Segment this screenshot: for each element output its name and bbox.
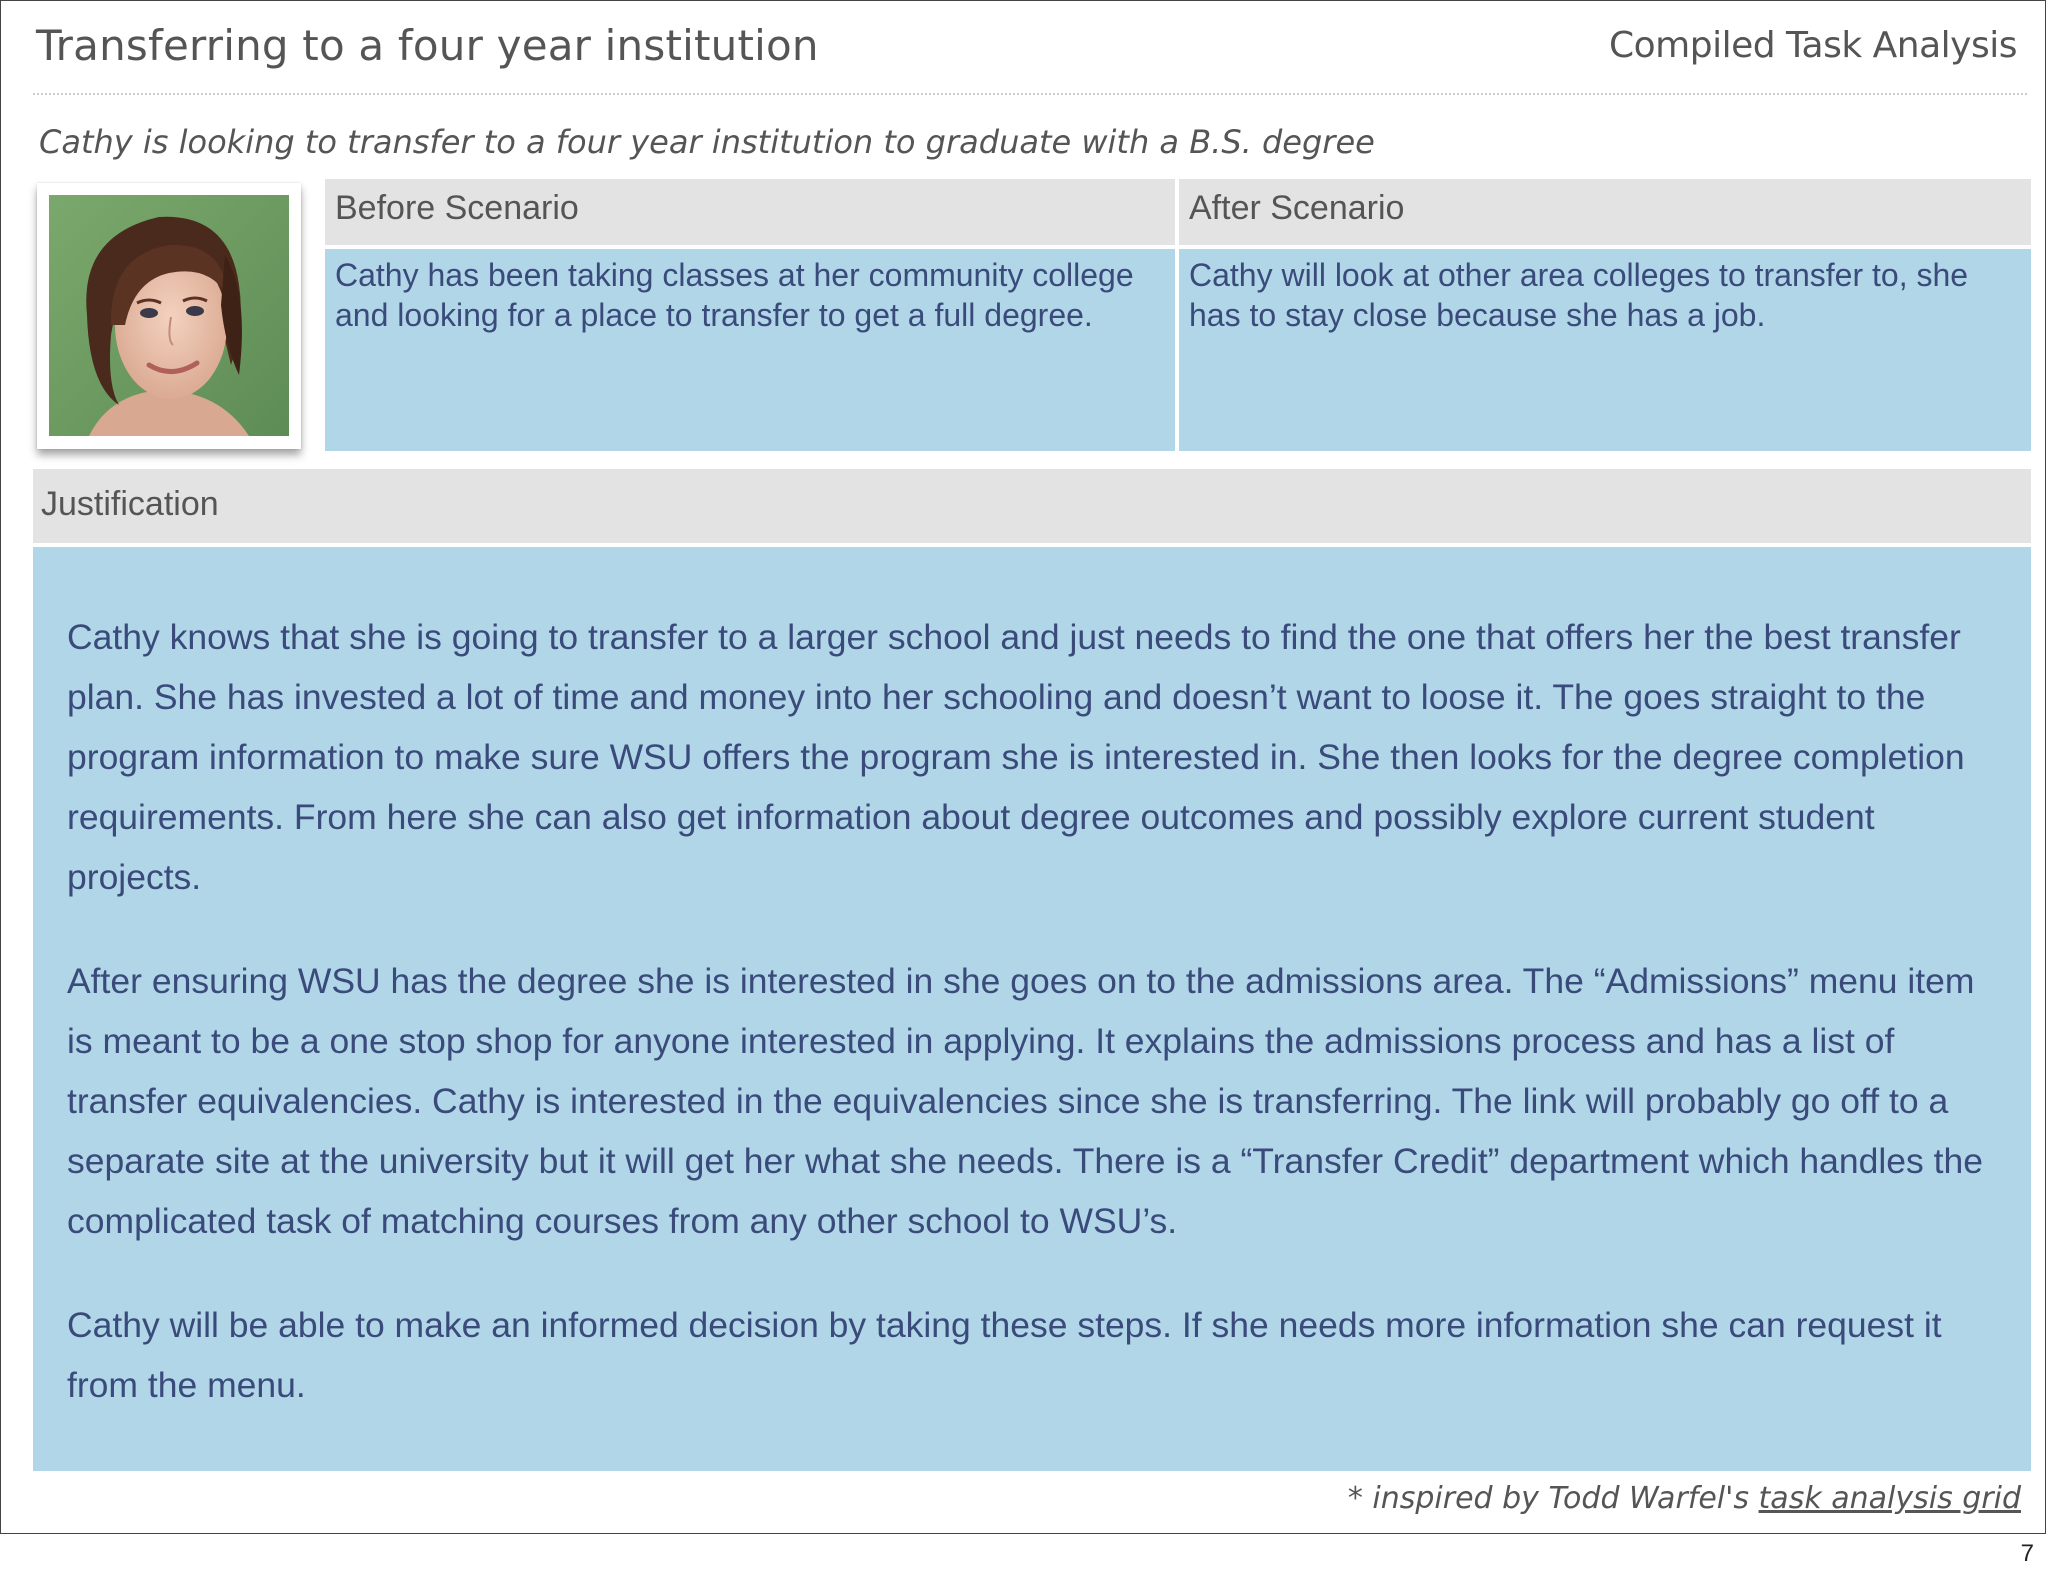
before-scenario-text: Cathy has been taking classes at her community college and looking for a place to transfer to get a full degree. xyxy=(325,249,1175,451)
divider xyxy=(33,93,2027,95)
justification-header: Justification xyxy=(33,469,2031,543)
section-label: Compiled Task Analysis xyxy=(1609,25,2017,66)
page-number: 7 xyxy=(2020,1540,2034,1567)
justification-paragraph: After ensuring WSU has the degree she is interested in she goes on to the admissions area. The “Admissions” menu item is meant to be a one stop shop for anyone interested in applying. It explains the admissions process and has a list of transfer equivalencies. Cathy is interested in the equivalencies since she is transferring. The link will probably go off to a separate site at the university but it will get her what she needs. There is a “Transfer Credit” department which handles the complicated task of matching courses from any other school to WSU’s. xyxy=(67,961,1983,1241)
page-title: Transferring to a four year institution xyxy=(36,21,819,70)
credit-prefix: * inspired by Todd Warfel's xyxy=(1347,1481,1759,1516)
before-scenario-header: Before Scenario xyxy=(325,179,1175,245)
persona-photo xyxy=(49,195,289,436)
task-analysis-grid-link[interactable]: task analysis grid xyxy=(1758,1481,2021,1516)
persona-goal: Cathy is looking to transfer to a four year institution to graduate with a B.S. degree xyxy=(39,123,1375,161)
credit-note xyxy=(1348,1481,2021,1516)
justification-paragraph: Cathy will be able to make an informed decision by taking these steps. If she needs more information she can request it from the menu. xyxy=(67,1305,1942,1405)
justification-body xyxy=(33,547,2031,1471)
persona-photo-frame xyxy=(37,183,301,449)
after-scenario-header: After Scenario xyxy=(1179,179,2031,245)
after-scenario-text: Cathy will look at other area colleges to transfer to, she has to stay close because she has a job. xyxy=(1179,249,2031,451)
persona-portrait-image xyxy=(49,195,289,436)
justification-paragraph: Cathy knows that she is going to transfer to a larger school and just needs to find the one that offers her the best transfer plan. She has invested a lot of time and money into her schooling and doesn’t want to loose it. The goes straight to the program information to make sure WSU offers the program she is interested in. She then looks for the degree completion requirements. From here she can also get information about degree outcomes and possibly explore current student projects. xyxy=(67,617,1965,897)
